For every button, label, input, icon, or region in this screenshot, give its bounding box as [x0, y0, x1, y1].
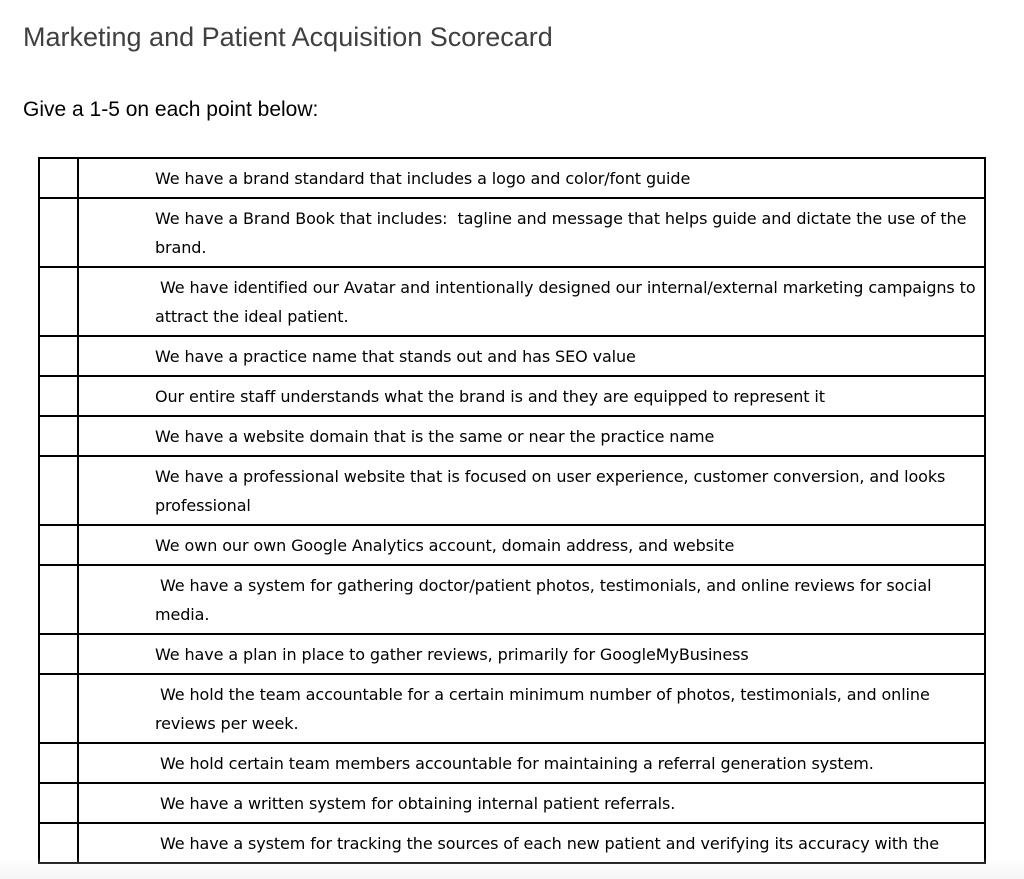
scorecard-row	[39, 525, 985, 565]
statement-cell: We hold certain team members accountable for maintaining a referral generation system.	[78, 743, 985, 783]
score-cell[interactable]	[39, 674, 78, 743]
scorecard-table	[38, 157, 986, 864]
score-cell[interactable]	[39, 336, 78, 376]
scorecard-body	[39, 158, 985, 863]
scorecard-row	[39, 565, 985, 634]
scorecard-row	[39, 634, 985, 674]
scorecard-row	[39, 823, 985, 863]
score-cell[interactable]	[39, 565, 78, 634]
score-cell[interactable]	[39, 634, 78, 674]
score-cell[interactable]	[39, 198, 78, 267]
statement-cell: We have a system for tracking the sources of each new patient and verifying its accuracy with the	[78, 823, 985, 863]
statement-cell: We have identified our Avatar and intentionally designed our internal/external marketing campaigns to attract the ideal patient.	[78, 267, 985, 336]
statement-cell: We have a plan in place to gather reviews, primarily for GoogleMyBusiness	[78, 634, 985, 674]
statement-cell: We have a system for gathering doctor/patient photos, testimonials, and online reviews for social media.	[78, 565, 985, 634]
score-cell[interactable]	[39, 823, 78, 863]
document-instruction: Give a 1-5 on each point below:	[23, 98, 319, 121]
score-cell[interactable]	[39, 783, 78, 823]
scorecard-row	[39, 376, 985, 416]
document-title: Marketing and Patient Acquisition Scorecard	[23, 22, 553, 52]
scorecard-row	[39, 198, 985, 267]
scorecard-row	[39, 456, 985, 525]
statement-cell: We have a website domain that is the same or near the practice name	[78, 416, 985, 456]
score-cell[interactable]	[39, 376, 78, 416]
score-cell[interactable]	[39, 267, 78, 336]
scorecard-row	[39, 743, 985, 783]
score-cell[interactable]	[39, 416, 78, 456]
scorecard-row	[39, 416, 985, 456]
score-cell[interactable]	[39, 743, 78, 783]
statement-cell: We have a brand standard that includes a logo and color/font guide	[78, 158, 985, 198]
scorecard-row	[39, 158, 985, 198]
scorecard-row	[39, 336, 985, 376]
score-cell[interactable]	[39, 456, 78, 525]
scorecard-row	[39, 783, 985, 823]
statement-cell: We hold the team accountable for a certain minimum number of photos, testimonials, and online reviews per week.	[78, 674, 985, 743]
score-cell[interactable]	[39, 158, 78, 198]
statement-cell: We have a practice name that stands out and has SEO value	[78, 336, 985, 376]
statement-cell: We own our own Google Analytics account, domain address, and website	[78, 525, 985, 565]
scorecard-row	[39, 267, 985, 336]
scorecard-row	[39, 674, 985, 743]
statement-cell: We have a professional website that is focused on user experience, customer conversion, and looks professional	[78, 456, 985, 525]
statement-cell: We have a written system for obtaining internal patient referrals.	[78, 783, 985, 823]
score-cell[interactable]	[39, 525, 78, 565]
statement-cell: Our entire staff understands what the brand is and they are equipped to represent it	[78, 376, 985, 416]
statement-cell: We have a Brand Book that includes: tagline and message that helps guide and dictate the use of the brand.	[78, 198, 985, 267]
